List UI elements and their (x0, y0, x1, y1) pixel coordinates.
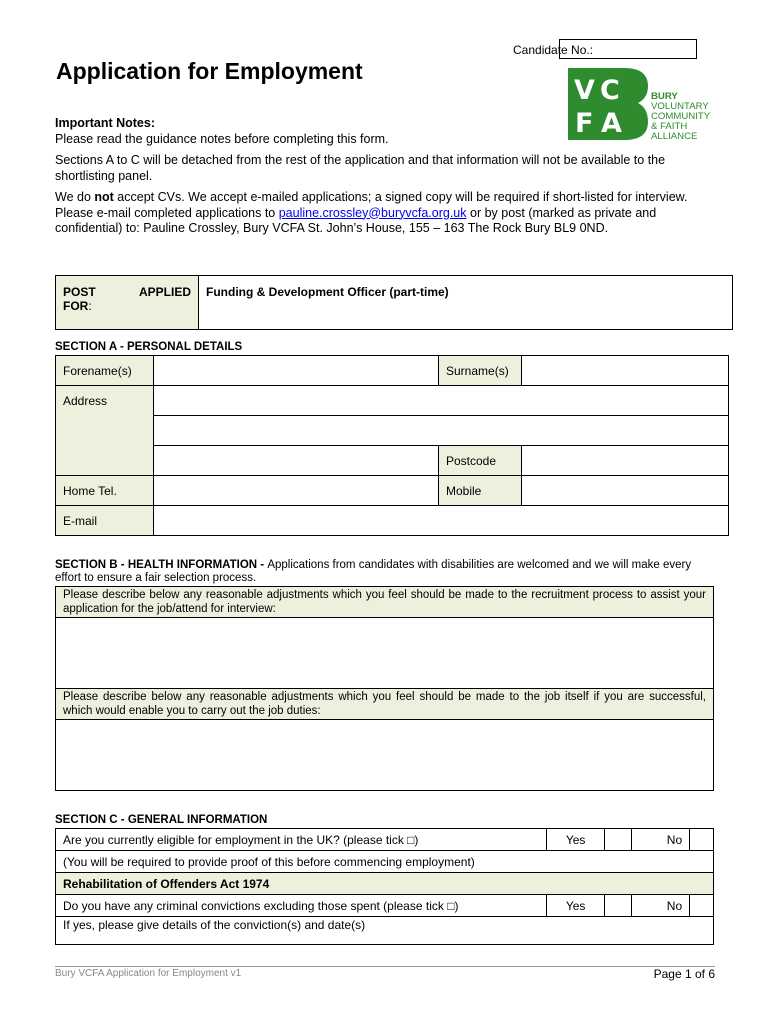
job-adjustments-question: Please describe below any reasonable adjustments which you feel should be made to the job itself if you are successful, which would enable you to carry out the job duties: (56, 689, 714, 720)
surname-label: Surname(s) (439, 356, 522, 386)
mobile-field[interactable] (522, 476, 729, 506)
eligibility-yes-box[interactable] (604, 829, 631, 851)
conviction-details-field[interactable] (56, 917, 714, 945)
health-information-table (55, 586, 714, 791)
general-information-table (55, 828, 714, 945)
convictions-yes-label: Yes (547, 895, 605, 917)
svg-text:A: A (601, 108, 622, 139)
recruitment-adjustments-field[interactable] (56, 618, 714, 689)
convictions-no-label: No (631, 895, 689, 917)
eligibility-no-label: No (631, 829, 689, 851)
postcode-label: Postcode (439, 446, 522, 476)
logo-text: BURY VOLUNTARY COMMUNITY & FAITH ALLIANCE (651, 91, 711, 142)
notes-detached: Sections A to C will be detached from the rest of the application and that information will not be available to the shortlisting panel. (55, 153, 666, 183)
forename-field[interactable] (154, 356, 439, 386)
forename-label: Forename(s) (56, 356, 154, 386)
footer-divider (55, 966, 715, 967)
svg-text:F: F (575, 108, 594, 139)
email-link[interactable]: pauline.crossley@buryvcfa.org.uk (278, 205, 467, 220)
convictions-question: Do you have any criminal convictions excluding those spent (please tick □) (56, 895, 547, 917)
svg-text:V: V (574, 75, 595, 106)
eligibility-question: Are you currently eligible for employment in the UK? (please tick □) (56, 829, 547, 851)
svg-text:C: C (600, 75, 620, 106)
notes-heading: Important Notes: (55, 116, 155, 130)
mobile-label: Mobile (439, 476, 522, 506)
footer-document-name: Bury VCFA Application for Employment v1 (55, 968, 242, 979)
candidate-number-label: Candidate No.: (513, 43, 594, 57)
eligibility-no-box[interactable] (690, 829, 714, 851)
convictions-yes-box[interactable] (604, 895, 631, 917)
conviction-details-label: If yes, please give details of the conviction(s) and date(s) (63, 918, 366, 932)
home-tel-field[interactable] (154, 476, 439, 506)
job-adjustments-field[interactable] (56, 720, 714, 791)
post-applied-label: POST APPLIED FOR: (56, 276, 199, 330)
postcode-field[interactable] (522, 446, 729, 476)
recruitment-adjustments-question: Please describe below any reasonable adjustments which you feel should be made to the recruitment process to assist your application for the job/attend for interview: (56, 587, 714, 618)
address-label: Address (56, 386, 154, 476)
address-line-1[interactable] (154, 386, 729, 416)
rehabilitation-heading: Rehabilitation of Offenders Act 1974 (56, 873, 714, 895)
email-label: E-mail (56, 506, 154, 536)
section-a-heading: SECTION A - PERSONAL DETAILS (55, 341, 243, 353)
personal-details-table (55, 355, 729, 536)
post-applied-value[interactable]: Funding & Development Officer (part-time) (199, 276, 733, 330)
email-field[interactable] (154, 506, 729, 536)
section-c-heading: SECTION C - GENERAL INFORMATION (55, 814, 268, 826)
proof-note: (You will be required to provide proof of this before commencing employment) (56, 851, 714, 873)
candidate-number-field[interactable] (559, 39, 697, 59)
notes-guidance: Please read the guidance notes before completing this form. (55, 131, 389, 146)
home-tel-label: Home Tel. (56, 476, 154, 506)
page-title: Application for Employment (56, 58, 363, 84)
important-notes (55, 116, 720, 243)
notes-submission: We do not accept CVs. We accept e-mailed applications; a signed copy will be required if short-listed for interview. Please e-mail completed applications to pauline.crossley@buryvcfa.org.uk or by post (marked as private and confidential) to: Pauline Crossley, Bury VCFA St. John’s House, 155 – 163 The Rock Bury BL9 0ND. (55, 190, 688, 235)
address-line-2[interactable] (154, 416, 729, 446)
footer-page-number: Page 1 of 6 (653, 967, 715, 981)
eligibility-yes-label: Yes (547, 829, 605, 851)
address-line-3[interactable] (154, 446, 439, 476)
surname-field[interactable] (522, 356, 729, 386)
section-b-heading: SECTION B - HEALTH INFORMATION - Applications from candidates with disabilities are welcomed and we will make every effort to ensure a fair selection process. (55, 559, 692, 584)
convictions-no-box[interactable] (690, 895, 714, 917)
post-applied-table (55, 275, 733, 330)
